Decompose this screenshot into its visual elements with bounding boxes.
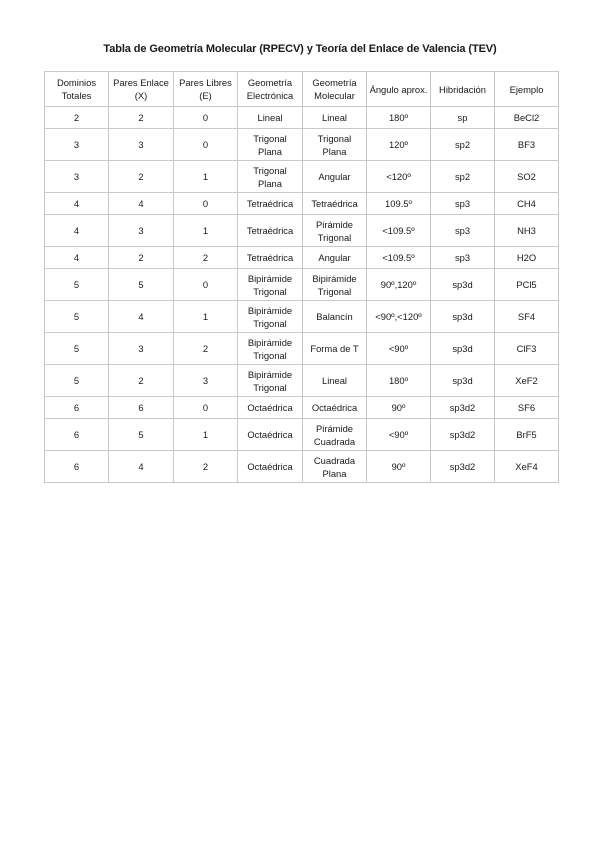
geometry-table xyxy=(44,71,559,483)
cell-ejemplo: XeF2 xyxy=(495,365,559,397)
cell-geom-molecular: Forma de T xyxy=(303,333,367,365)
cell-angulo: 90º xyxy=(367,397,431,419)
cell-geom-electronica: Trigonal Plana xyxy=(238,129,303,161)
cell-hibridacion: sp3d xyxy=(431,269,495,301)
table-row xyxy=(45,301,559,333)
header-hibridacion: Hibridación xyxy=(431,72,495,107)
cell-pares-libres: 2 xyxy=(174,333,238,365)
cell-dominios: 6 xyxy=(45,397,109,419)
cell-hibridacion: sp2 xyxy=(431,161,495,193)
cell-hibridacion: sp2 xyxy=(431,129,495,161)
table-row xyxy=(45,193,559,215)
cell-angulo: <109.5º xyxy=(367,215,431,247)
cell-dominios: 5 xyxy=(45,333,109,365)
cell-pares-libres: 0 xyxy=(174,193,238,215)
cell-geom-molecular: Pirámide Cuadrada xyxy=(303,419,367,451)
cell-dominios: 4 xyxy=(45,215,109,247)
cell-geom-molecular: Angular xyxy=(303,161,367,193)
cell-dominios: 5 xyxy=(45,365,109,397)
cell-dominios: 3 xyxy=(45,129,109,161)
cell-dominios: 6 xyxy=(45,419,109,451)
cell-geom-electronica: Tetraédrica xyxy=(238,215,303,247)
cell-pares-enlace: 3 xyxy=(109,129,174,161)
cell-ejemplo: BrF5 xyxy=(495,419,559,451)
cell-angulo: <109.5º xyxy=(367,247,431,269)
cell-geom-electronica: Bipirámide Trigonal xyxy=(238,269,303,301)
cell-geom-electronica: Octaédrica xyxy=(238,397,303,419)
table-row xyxy=(45,161,559,193)
header-ejemplo: Ejemplo xyxy=(495,72,559,107)
header-geometria-molecular: Geometría Molecular xyxy=(303,72,367,107)
cell-hibridacion: sp3d2 xyxy=(431,451,495,483)
cell-hibridacion: sp xyxy=(431,107,495,129)
cell-angulo: 90º,120º xyxy=(367,269,431,301)
cell-angulo: <90º xyxy=(367,419,431,451)
cell-ejemplo: BF3 xyxy=(495,129,559,161)
cell-angulo: <90º,<120º xyxy=(367,301,431,333)
table-row xyxy=(45,397,559,419)
cell-geom-electronica: Tetraédrica xyxy=(238,193,303,215)
cell-angulo: 90º xyxy=(367,451,431,483)
table-row xyxy=(45,333,559,365)
cell-geom-electronica: Bipirámide Trigonal xyxy=(238,365,303,397)
table-header-row xyxy=(45,72,559,107)
cell-geom-molecular: Tetraédrica xyxy=(303,193,367,215)
table-row xyxy=(45,215,559,247)
cell-pares-enlace: 2 xyxy=(109,247,174,269)
cell-ejemplo: CH4 xyxy=(495,193,559,215)
cell-dominios: 4 xyxy=(45,193,109,215)
cell-hibridacion: sp3d xyxy=(431,301,495,333)
cell-pares-libres: 1 xyxy=(174,301,238,333)
cell-pares-libres: 0 xyxy=(174,269,238,301)
cell-geom-molecular: Angular xyxy=(303,247,367,269)
cell-pares-enlace: 2 xyxy=(109,161,174,193)
cell-geom-molecular: Lineal xyxy=(303,107,367,129)
cell-geom-molecular: Pirámide Trigonal xyxy=(303,215,367,247)
cell-pares-libres: 1 xyxy=(174,215,238,247)
cell-pares-enlace: 5 xyxy=(109,419,174,451)
cell-hibridacion: sp3d xyxy=(431,365,495,397)
cell-angulo: <120º xyxy=(367,161,431,193)
cell-pares-libres: 1 xyxy=(174,419,238,451)
cell-dominios: 5 xyxy=(45,269,109,301)
header-dominios-totales: Dominios Totales xyxy=(45,72,109,107)
cell-hibridacion: sp3d2 xyxy=(431,419,495,451)
cell-angulo: 180º xyxy=(367,107,431,129)
header-geometria-electronica: Geometría Electrónica xyxy=(238,72,303,107)
cell-geom-electronica: Octaédrica xyxy=(238,419,303,451)
cell-angulo: 120º xyxy=(367,129,431,161)
cell-pares-enlace: 2 xyxy=(109,365,174,397)
cell-geom-electronica: Trigonal Plana xyxy=(238,161,303,193)
cell-pares-libres: 0 xyxy=(174,107,238,129)
cell-angulo: <90º xyxy=(367,333,431,365)
cell-ejemplo: H2O xyxy=(495,247,559,269)
document-title: Tabla de Geometría Molecular (RPECV) y Teoría del Enlace de Valencia (TEV) xyxy=(103,43,497,55)
cell-geom-electronica: Bipirámide Trigonal xyxy=(238,301,303,333)
cell-pares-libres: 3 xyxy=(174,365,238,397)
cell-dominios: 2 xyxy=(45,107,109,129)
cell-dominios: 4 xyxy=(45,247,109,269)
cell-hibridacion: sp3 xyxy=(431,215,495,247)
cell-geom-molecular: Bipirámide Trigonal xyxy=(303,269,367,301)
cell-ejemplo: SF4 xyxy=(495,301,559,333)
cell-angulo: 180º xyxy=(367,365,431,397)
cell-hibridacion: sp3d2 xyxy=(431,397,495,419)
cell-pares-enlace: 5 xyxy=(109,269,174,301)
cell-ejemplo: SO2 xyxy=(495,161,559,193)
cell-pares-enlace: 4 xyxy=(109,193,174,215)
cell-ejemplo: PCl5 xyxy=(495,269,559,301)
cell-geom-electronica: Lineal xyxy=(238,107,303,129)
table-row xyxy=(45,451,559,483)
cell-pares-enlace: 3 xyxy=(109,333,174,365)
cell-geom-molecular: Lineal xyxy=(303,365,367,397)
cell-geom-molecular: Cuadrada Plana xyxy=(303,451,367,483)
cell-ejemplo: NH3 xyxy=(495,215,559,247)
cell-pares-enlace: 4 xyxy=(109,301,174,333)
cell-hibridacion: sp3 xyxy=(431,193,495,215)
cell-hibridacion: sp3 xyxy=(431,247,495,269)
cell-pares-enlace: 3 xyxy=(109,215,174,247)
table-row xyxy=(45,107,559,129)
cell-geom-electronica: Bipirámide Trigonal xyxy=(238,333,303,365)
cell-angulo: 109.5º xyxy=(367,193,431,215)
cell-geom-molecular: Balancín xyxy=(303,301,367,333)
cell-pares-libres: 1 xyxy=(174,161,238,193)
cell-pares-enlace: 4 xyxy=(109,451,174,483)
header-pares-enlace: Pares Enlace (X) xyxy=(109,72,174,107)
cell-pares-libres: 2 xyxy=(174,451,238,483)
table-row xyxy=(45,247,559,269)
cell-geom-molecular: Octaédrica xyxy=(303,397,367,419)
cell-pares-libres: 0 xyxy=(174,397,238,419)
table-row xyxy=(45,129,559,161)
table-row xyxy=(45,269,559,301)
cell-pares-enlace: 6 xyxy=(109,397,174,419)
header-pares-libres: Pares Libres (E) xyxy=(174,72,238,107)
cell-geom-electronica: Tetraédrica xyxy=(238,247,303,269)
cell-ejemplo: ClF3 xyxy=(495,333,559,365)
cell-pares-libres: 2 xyxy=(174,247,238,269)
cell-dominios: 3 xyxy=(45,161,109,193)
cell-ejemplo: SF6 xyxy=(495,397,559,419)
cell-pares-libres: 0 xyxy=(174,129,238,161)
table-body xyxy=(45,107,559,483)
table-row xyxy=(45,419,559,451)
cell-geom-molecular: Trigonal Plana xyxy=(303,129,367,161)
cell-ejemplo: BeCl2 xyxy=(495,107,559,129)
cell-pares-enlace: 2 xyxy=(109,107,174,129)
cell-dominios: 6 xyxy=(45,451,109,483)
cell-ejemplo: XeF4 xyxy=(495,451,559,483)
table-row xyxy=(45,365,559,397)
cell-hibridacion: sp3d xyxy=(431,333,495,365)
cell-dominios: 5 xyxy=(45,301,109,333)
header-angulo: Ángulo aprox. xyxy=(367,72,431,107)
cell-geom-electronica: Octaédrica xyxy=(238,451,303,483)
